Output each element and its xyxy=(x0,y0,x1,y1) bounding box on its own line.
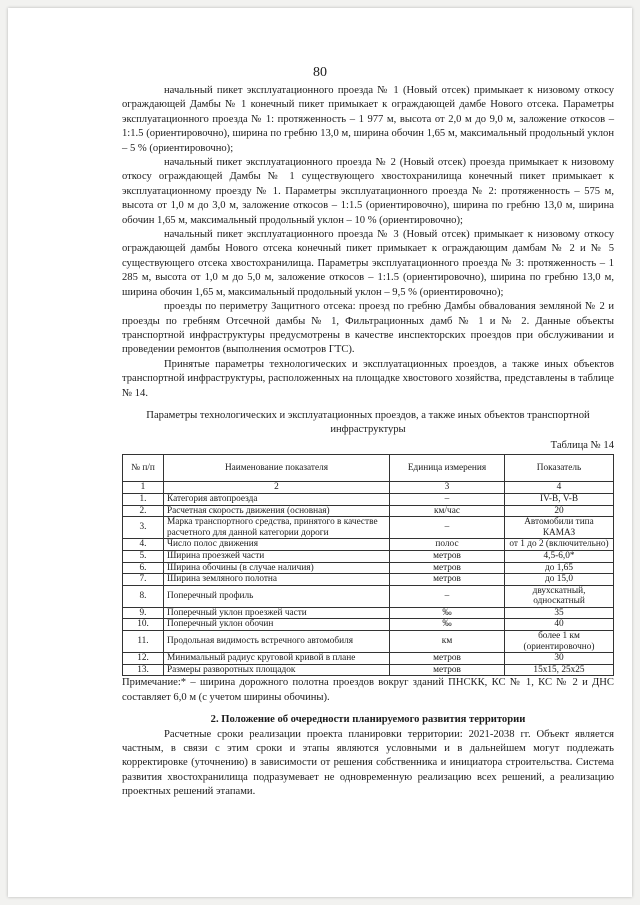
table-number: Таблица № 14 xyxy=(550,439,614,451)
table-row xyxy=(123,517,614,539)
table-cell: 15х15, 25х25 xyxy=(505,664,614,676)
table-cell: Поперечный уклон проезжей части xyxy=(164,607,390,619)
table-cell: метров xyxy=(390,653,505,665)
table-cell: км xyxy=(390,631,505,653)
header-cell: Показатель xyxy=(505,455,614,482)
table-cell: 6. xyxy=(123,562,164,574)
table-cell: Поперечный профиль xyxy=(164,585,390,607)
table-row xyxy=(123,607,614,619)
table-caption: Параметры технологических и эксплуатационных проездов, а также иных объектов транспортной инфраструктуры xyxy=(146,409,590,435)
table-cell: Ширина обочины (в случае наличия) xyxy=(164,562,390,574)
table-row xyxy=(123,574,614,586)
table-cell: 3. xyxy=(123,517,164,539)
header-cell: № п/п xyxy=(123,455,164,482)
column-number-cell: 4 xyxy=(505,482,614,494)
column-number-cell: 2 xyxy=(164,482,390,494)
column-number-cell: 1 xyxy=(123,482,164,494)
table-cell: двухскатный, односкатный xyxy=(505,585,614,607)
table-cell: Автомобили типа КАМАЗ xyxy=(505,517,614,539)
page-number: 80 xyxy=(313,65,327,80)
table-cell: Число полос движения xyxy=(164,539,390,551)
table-cell: Ширина земляного полотна xyxy=(164,574,390,586)
column-number-row xyxy=(123,482,614,494)
paragraph-road-3: начальный пикет эксплуатационного проезда № 3 (Новый отсек) примыкает к низовому откосу ограждающей дамбы Нового отсека конечный пикет примыкает к ограждающим дамбам № 2 и № 5 существующего отсека хвостохранилища. Параметры эксплуатационного проезда № 3: протяженность – 1 285 м, высота от 1,0 м до 5,0 м, заложение откосов – 1:1.5 (ориентировочно), ширина по гребню 13,0 м, ширина обочин 1,65 м, максимальный продольный уклон – 9,5 % (ориентировочно); xyxy=(122,229,614,298)
document-page xyxy=(8,8,632,897)
section-paragraph: Расчетные сроки реализации проекта планировки территории: 2021-2038 гг. Объект является частным, в связи с этим сроки и этапы являются условными и в дальнейшем могут подлежать корректировке (уточнению) в зависимости от решения собственника и инициатора строительства. Система развития хвостохранилища подразумевает не одновременную реализацию всех решений, а реализацию проектных решений этапами. xyxy=(122,728,614,798)
table-cell: Поперечный уклон обочин xyxy=(164,619,390,631)
table-cell: 13. xyxy=(123,664,164,676)
table-cell: 12. xyxy=(123,653,164,665)
table-row xyxy=(123,653,614,665)
table-row xyxy=(123,505,614,517)
table-cell: метров xyxy=(390,550,505,562)
table-header-row xyxy=(123,455,614,482)
section-title: 2. Положение об очередности планируемого развития территории xyxy=(210,714,526,726)
table-note: Примечание:* – ширина дорожного полотна проездов вокруг зданий ПНСКК, КС № 1, КС № 2 и ДНС составляет 6,0 м (с учетом ширины обочины). xyxy=(122,677,614,703)
table-cell: 8. xyxy=(123,585,164,607)
table-row xyxy=(123,664,614,676)
table-cell: более 1 км (ориентировочно) xyxy=(505,631,614,653)
table-row xyxy=(123,562,614,574)
paragraph-perimeter: проезды по периметру Защитного отсека: проезд по гребню Дамбы обвалования земляной № 2 и проезды по гребням Отсечной дамбы № 1, Фильтрационных дамб № 1 и № 2. Данные объекты транспортной инфраструктуры предусмотрены в качестве инспекторских проездов при обслуживании и проведении ремонтов (выполнения осмотров ГТС). xyxy=(122,301,614,356)
table-cell: 10. xyxy=(123,619,164,631)
table-cell: до 1,65 xyxy=(505,562,614,574)
table-cell: до 15,0 xyxy=(505,574,614,586)
table-row xyxy=(123,493,614,505)
table-cell: – xyxy=(390,493,505,505)
table-cell: ‰ xyxy=(390,607,505,619)
table-cell: 11. xyxy=(123,631,164,653)
table-cell: ‰ xyxy=(390,619,505,631)
table-cell: полос xyxy=(390,539,505,551)
table-cell: км/час xyxy=(390,505,505,517)
parameters-table xyxy=(122,454,614,676)
table-cell: 5. xyxy=(123,550,164,562)
table-cell: Ширина проезжей части xyxy=(164,550,390,562)
table-row xyxy=(123,585,614,607)
table-cell: 2. xyxy=(123,505,164,517)
table-cell: 7. xyxy=(123,574,164,586)
table-cell: 20 xyxy=(505,505,614,517)
paragraph-road-1: начальный пикет эксплуатационного проезда № 1 (Новый отсек) примыкает к низовому откосу ограждающей Дамбы № 1 конечный пикет примыкает к ограждающей дамбе Нового отсека. Параметры эксплуатационного проезда № 1: протяженность – 1 977 м, высота от 2,0 м до 9,0 м, заложение откосов – 1:1.5 (ориентировочно), ширина по гребню 13,0 м, ширина обочин 1,65 м, максимальный продольный уклон – 5 % (ориентировочно); xyxy=(122,85,614,154)
table-cell: от 1 до 2 (включительно) xyxy=(505,539,614,551)
table-cell: Марка транспортного средства, принятого в качестве расчетного для данной категории дороги xyxy=(164,517,390,539)
table-cell: метров xyxy=(390,562,505,574)
header-cell: Наименование показателя xyxy=(164,455,390,482)
table-row xyxy=(123,631,614,653)
paragraph-table-intro: Принятые параметры технологических и эксплуатационных проездов, а также иных объектов транспортной инфраструктуры, расположенных на площадке хвостового хозяйства, представлены в таблице № 14. xyxy=(122,358,614,399)
paragraph-road-2: начальный пикет эксплуатационного проезда № 2 (Новый отсек) проезда примыкает к низовому откосу ограждающей Дамбы № 1 существующего хвостохранилища конечный пикет примыкает к эксплуатационному проезду № 1. Параметры эксплуатационного проезда № 2: протяженность – 575 м, высота от 1,0 м до 3,0 м, заложение откосов – 1:1.5 (ориентировочно), ширина по гребню 13,0 м, ширина обочин 1,65 м, максимальный продольный уклон – 10 % (ориентировочно); xyxy=(122,157,614,226)
table-row xyxy=(123,539,614,551)
table-cell: – xyxy=(390,585,505,607)
table-cell: Размеры разворотных площадок xyxy=(164,664,390,676)
table-cell: 40 xyxy=(505,619,614,631)
table-cell: IV-В, V-В xyxy=(505,493,614,505)
table-cell: 4,5-6,0* xyxy=(505,550,614,562)
column-number-cell: 3 xyxy=(390,482,505,494)
table-cell: 35 xyxy=(505,607,614,619)
table-cell: метров xyxy=(390,574,505,586)
table-row xyxy=(123,550,614,562)
table-row xyxy=(123,619,614,631)
table-cell: 30 xyxy=(505,653,614,665)
table-cell: Категория автопроезда xyxy=(164,493,390,505)
table-cell: метров xyxy=(390,664,505,676)
table-cell: 4. xyxy=(123,539,164,551)
table-cell: – xyxy=(390,517,505,539)
table-cell: Минимальный радиус круговой кривой в плане xyxy=(164,653,390,665)
table-cell: Расчетная скорость движения (основная) xyxy=(164,505,390,517)
header-cell: Единица измерения xyxy=(390,455,505,482)
table-cell: 1. xyxy=(123,493,164,505)
table-cell: 9. xyxy=(123,607,164,619)
table-cell: Продольная видимость встречного автомобиля xyxy=(164,631,390,653)
page-content xyxy=(122,84,614,800)
